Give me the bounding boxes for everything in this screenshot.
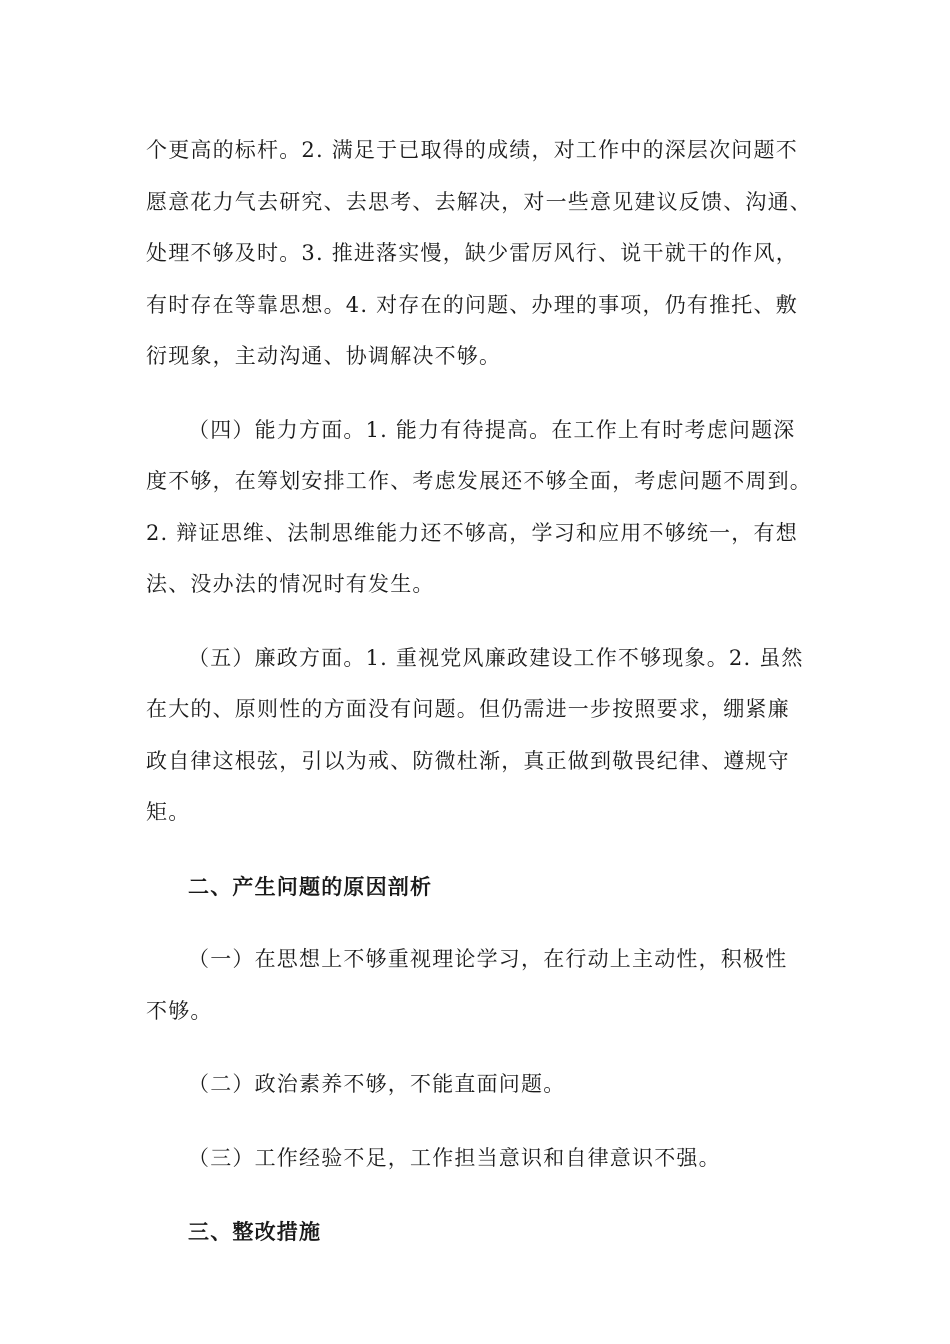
section-heading-cause-analysis: 二、产生问题的原因剖析	[188, 873, 433, 899]
text-line: 度不够，在筹划安排工作、考虑发展还不够全面，考虑问题不周到。	[146, 469, 812, 493]
text-line: （一）在思想上不够重视理论学习，在行动上主动性，积极性	[188, 947, 788, 971]
text-line: 处理不够及时。3. 推进落实慢，缺少雷厉风行、说干就干的作风，	[146, 241, 798, 265]
text-line: （三）工作经验不足，工作担当意识和自律意识不强。	[188, 1145, 721, 1170]
text-line: 不够。	[146, 998, 213, 1023]
text-line: （二）政治素养不够，不能直面问题。	[188, 1072, 566, 1096]
paragraph-ability	[146, 405, 812, 611]
text-line: 个更高的标杆。2. 满足于已取得的成绩，对工作中的深层次问题不	[146, 138, 798, 162]
text-line: 政自律这根弦，引以为戒、防微杜渐，真正做到敬畏纪律、遵规守	[146, 748, 790, 773]
text-line: 衍现象，主动沟通、协调解决不够。	[146, 344, 502, 368]
text-line: 法、没办法的情况时有发生。	[146, 572, 435, 596]
text-line: （四）能力方面。1. 能力有待提高。在工作上有时考虑问题深	[188, 417, 796, 442]
section-heading-rectification: 三、整改措施	[188, 1219, 322, 1244]
paragraph-cause-three	[146, 1133, 806, 1185]
text-line: （五）廉政方面。1. 重视党风廉政建设工作不够现象。2. 虽然	[188, 645, 804, 670]
text-line: 2. 辩证思维、法制思维能力还不够高，学习和应用不够统一，有想	[146, 520, 798, 545]
text-line: 有时存在等靠思想。4. 对存在的问题、办理的事项，仍有推托、敷	[146, 292, 798, 317]
text-line: 愿意花力气去研究、去思考、去解决，对一些意见建议反馈、沟通、	[146, 189, 812, 214]
document-body	[146, 125, 812, 1280]
text-line: 矩。	[146, 800, 191, 824]
paragraph-cause-two	[146, 1059, 806, 1111]
paragraph-integrity	[146, 633, 806, 839]
paragraph-cause-one	[146, 934, 806, 1037]
text-line: 在大的、原则性的方面没有问题。但仍需进一步按照要求，绷紧廉	[146, 697, 790, 721]
paragraph-continuation	[146, 125, 812, 383]
